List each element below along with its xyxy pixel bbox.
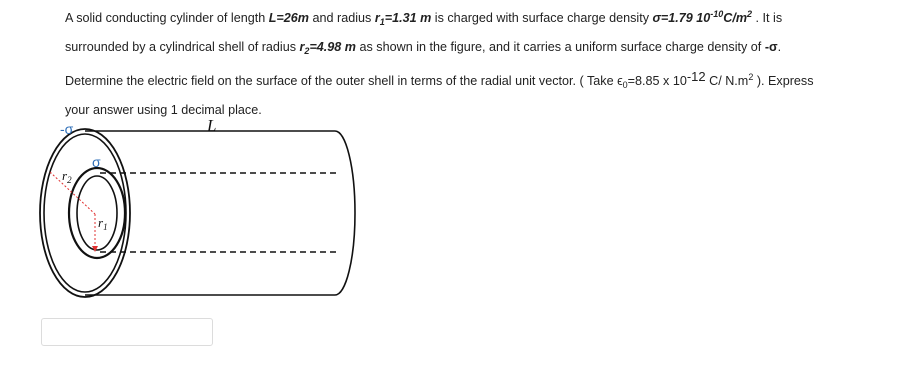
r2-value: $r_2=4.98$ m [299,40,356,56]
text-fragment: as shown in the figure, and it carries a uniform surface charge density of [356,40,765,54]
sigma-label: σ [92,154,101,170]
length-value: L=26m [268,11,309,25]
sigma-value: σ=1.79 $10^{-10}C/m^2$ [652,9,753,25]
r2-label: $r_2$ [62,168,72,185]
text-fragment: . It is [752,11,783,25]
inner-cylinder-inner-ellipse [77,176,117,250]
r1-value: $r_1=1.31$ m [374,11,432,27]
length-label: L [207,116,217,135]
text-fragment: surrounded by a cylindrical shell of radius [65,40,300,54]
question-line-2 [65,35,895,64]
text-fragment: A solid conducting cylinder of length [65,11,269,25]
text-fragment: is charged with surface charge density [431,11,653,25]
text-fragment: =8.85 x 10 [627,74,687,88]
answer-input[interactable] [41,318,213,346]
unit-exponent: 2 [748,72,754,82]
neg-sigma-label: -σ [60,121,74,137]
text-fragment: C/ N.m [705,74,749,88]
text-fragment: and radius [309,11,375,25]
exponent: -12 [686,69,706,84]
epsilon-subscript: 0 [622,80,628,90]
question-text [65,2,895,123]
r1-label: $r_1$ [98,215,108,232]
text-fragment: Determine the electric field on the surface of the outer shell in terms of the radial unit vector. ( Take ϵ [65,74,623,88]
text-fragment: . [777,40,782,54]
question-line-4: your answer using 1 decimal place. [65,103,262,117]
question-line-3 [65,64,895,98]
outer-shell-inner-ellipse [44,134,126,292]
cylinder-figure [0,108,380,308]
question-line-1 [65,2,895,35]
text-fragment: ). Express [753,74,814,88]
neg-sigma: -σ [764,40,778,54]
